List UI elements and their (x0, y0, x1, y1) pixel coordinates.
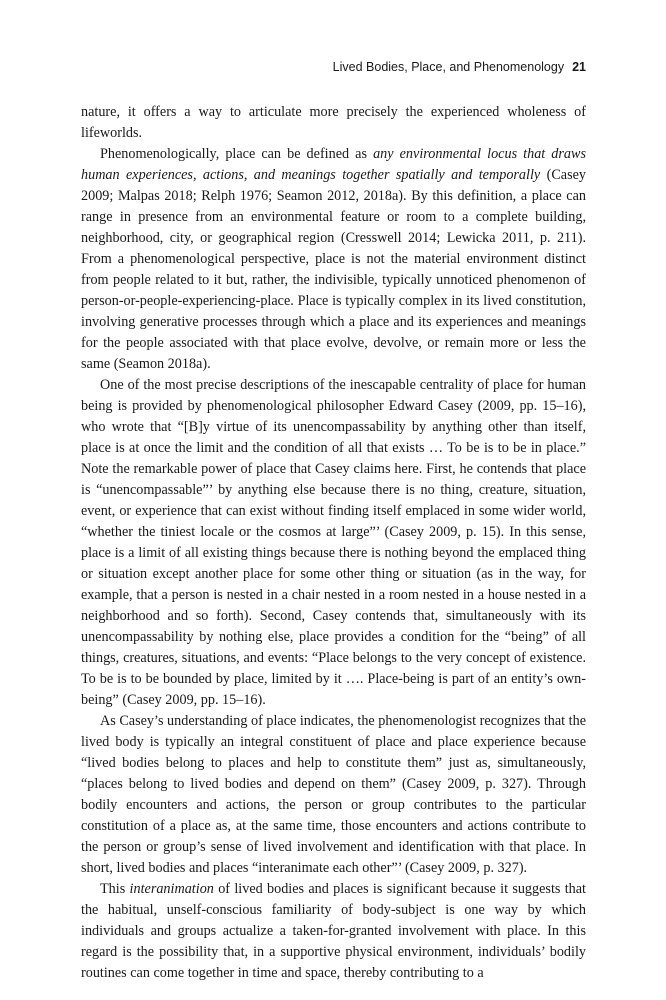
paragraph-text: One of the most precise descriptions of the inescapable centrality of place for human being is provided by phenomenological philosopher Edward Casey (2009, pp. 15–16), who wrote that “[B]y virtue of its unencompassability by anything other than itself, place is at once the limit and the condition of all that exists … To be is to be in place.” Note the remarkable power of place that Casey claims here. First, he contends that place is “unencompassable”’ by anything else because there is no thing, creature, situation, event, or experience that can exist without finding itself emplaced in some wider world, “whether the tiniest locale or the cosmos at large”’ (Casey 2009, p. 15). In this sense, place is a limit of all existing things because there is nothing beyond the emplaced thing or situation except another place for some other thing or situation (as in the way, for example, that a person is nested in a chair nested in a room nested in a house nested in a neighborhood and so forth). Second, Casey contends that, simultaneously with its unencompassability by nothing else, place provides a condition for the “being” of all things, creatures, situations, and events: “Place belongs to the very concept of existence. To be is to be bounded by place, limited by it …. Place-being is part of an entity’s own-being” (Casey 2009, pp. 15–16). (81, 377, 586, 708)
paragraph-text: Phenomenologically, place can be defined as (100, 146, 374, 162)
running-title: Lived Bodies, Place, and Phenomenology (332, 60, 565, 74)
paragraph-text: This (100, 881, 130, 897)
paragraph-2 (81, 144, 586, 375)
paragraph-5 (81, 879, 586, 984)
running-header (81, 56, 586, 78)
paragraph-text: of lived bodies and places is significant because it suggests that the habitual, unself-conscious familiarity of body-subject is one way by which individuals and groups actualize a taken-for-granted involvement with place. In this regard is the possibility that, in a supportive physical environment, individuals’ bodily routines can come together in time and space, thereby contributing to a (81, 881, 586, 981)
page-number: 21 (572, 60, 586, 74)
paragraph-1 (81, 102, 586, 144)
book-page (81, 56, 586, 984)
paragraph-text: As Casey’s understanding of place indicates, the phenomenologist recognizes that the lived body is typically an integral constituent of place and place experience because “lived bodies belong to places and help to constitute them” just as, simultaneously, “places belong to lived bodies and depend on them” (Casey 2009, p. 327). Through bodily encounters and actions, the person or group contributes to the particular constitution of a place as, at the same time, those encounters and actions contribute to the person or group’s sense of lived involvement and identification with that place. In short, lived bodies and places “interanimate each other”’ (Casey 2009, p. 327). (81, 713, 586, 876)
place-definition-italic: any environmental locus that draws human experiences, actions, and meanings together spatially and temporally (81, 146, 586, 183)
paragraph-text: nature, it offers a way to articulate more precisely the experienced wholeness of lifeworlds. (81, 104, 586, 141)
paragraph-4 (81, 711, 586, 879)
body-text (81, 102, 586, 984)
interanimation-italic: interanimation (129, 881, 214, 897)
paragraph-3 (81, 375, 586, 711)
paragraph-text: (Casey 2009; Malpas 2018; Relph 1976; Seamon 2012, 2018a). By this definition, a place can range in presence from an environmental feature or room to a complete building, neighborhood, city, or geographical region (Cresswell 2014; Lewicka 2011, p. 211). From a phenomenological perspective, place is not the material environment distinct from people related to it but, rather, the indivisible, typically unnoticed phenomenon of person-or-people-experiencing-place. Place is typically complex in its lived constitution, involving generative processes through which a place and its experiences and meanings for the people associated with that place evolve, devolve, or remain more or less the same (Seamon 2018a). (81, 167, 586, 372)
